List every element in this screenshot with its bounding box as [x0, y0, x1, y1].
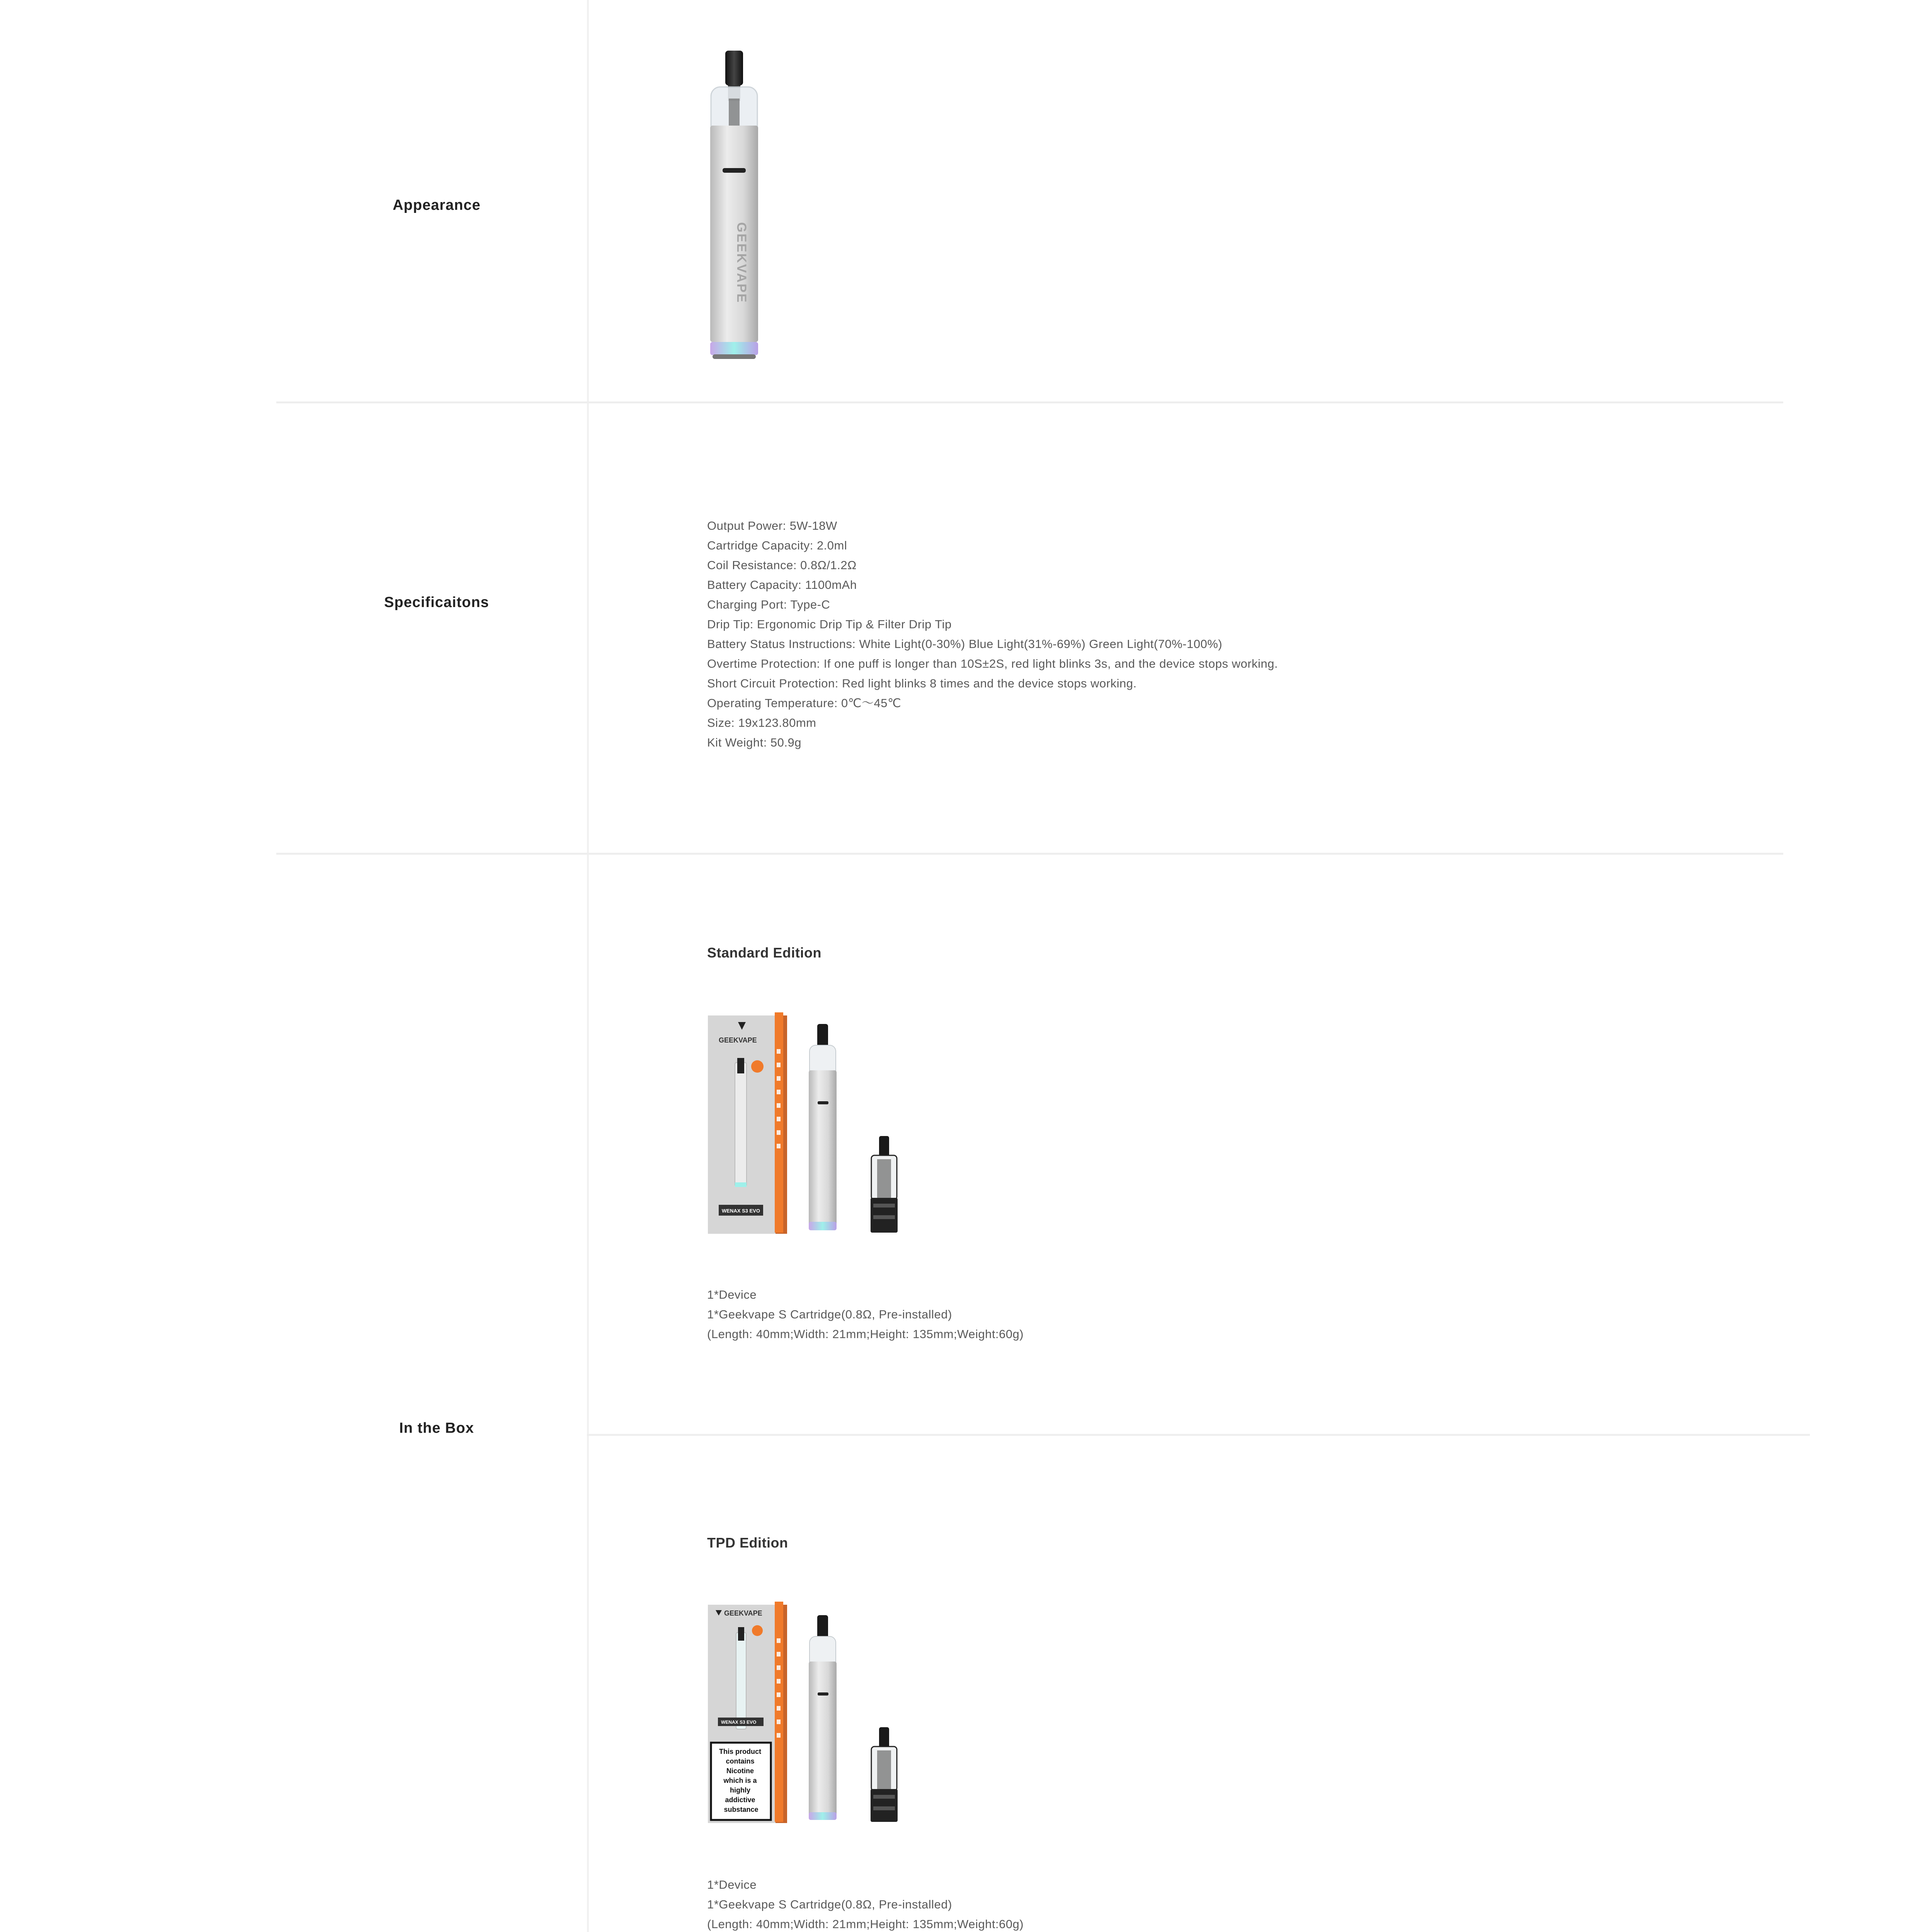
- spec-item: Short Circuit Protection: Red light blinks 8 times and the device stops working.: [707, 677, 1137, 690]
- spec-item: Size: 19x123.80mm: [707, 716, 816, 730]
- spec-item: Drip Tip: Ergonomic Drip Tip & Filter Drip Tip: [707, 617, 952, 631]
- in-the-box-label: In the Box: [399, 1420, 474, 1436]
- standard-edition-contents: [707, 1285, 1403, 1344]
- tpd-edition-contents: [707, 1875, 1403, 1932]
- box-content-item: 1*Device: [707, 1878, 757, 1891]
- svg-text:GEEKVAPE: GEEKVAPE: [719, 1036, 757, 1044]
- spec-item: Cartridge Capacity: 2.0ml: [707, 539, 847, 552]
- svg-text:WENAX S3 EVO: WENAX S3 EVO: [722, 1208, 760, 1214]
- edition-divider: [587, 1434, 1810, 1436]
- spec-item: Charging Port: Type-C: [707, 598, 830, 611]
- device-image-appearance: [707, 48, 761, 361]
- spec-item: Coil Resistance: 0.8Ω/1.2Ω: [707, 558, 857, 572]
- svg-text:GEEKVAPE: GEEKVAPE: [734, 222, 749, 304]
- svg-text:This product contains: This product contains Nicotine which is a highly addictive substance: [719, 1748, 761, 1813]
- spec-item: Battery Capacity: 1100mAh: [707, 578, 857, 592]
- box-content-item: (Length: 40mm;Width: 21mm;Height: 135mm;Weight:60g): [707, 1917, 1024, 1931]
- spec-item: Kit Weight: 50.9g: [707, 736, 802, 749]
- row-divider-specifications: [276, 853, 1783, 855]
- spec-item: Battery Status Instructions: White Light(0-30%) Blue Light(31%-69%) Green Light(70%-100%): [707, 637, 1223, 651]
- standard-edition-title: Standard Edition: [707, 945, 821, 961]
- column-divider: [587, 0, 589, 1932]
- specifications-list: [707, 516, 1712, 752]
- box-content-item: 1*Geekvape S Cartridge(0.8Ω, Pre-installed): [707, 1308, 952, 1321]
- spec-item: Output Power: 5W-18W: [707, 519, 837, 532]
- tpd-edition-title: TPD Edition: [707, 1535, 788, 1551]
- box-content-item: (Length: 40mm;Width: 21mm;Height: 135mm;Weight:60g): [707, 1327, 1024, 1341]
- box-content-item: 1*Device: [707, 1288, 757, 1301]
- appearance-label: Appearance: [393, 197, 481, 213]
- spec-item: Operating Temperature: 0℃～45℃: [707, 696, 901, 710]
- standard-edition-kit-image: [707, 1012, 916, 1236]
- svg-text:WENAX S3 EVO: WENAX S3 EVO: [721, 1719, 757, 1725]
- svg-text:GEEKVAPE: GEEKVAPE: [724, 1609, 762, 1617]
- box-content-item: 1*Geekvape S Cartridge(0.8Ω, Pre-installed): [707, 1898, 952, 1911]
- spec-item: Overtime Protection: If one puff is longer than 10S±2S, red light blinks 3s, and the device stops working.: [707, 657, 1278, 670]
- tpd-edition-kit-image: [707, 1602, 916, 1826]
- row-divider-appearance: [276, 401, 1783, 403]
- specifications-label: Specificaitons: [384, 594, 489, 611]
